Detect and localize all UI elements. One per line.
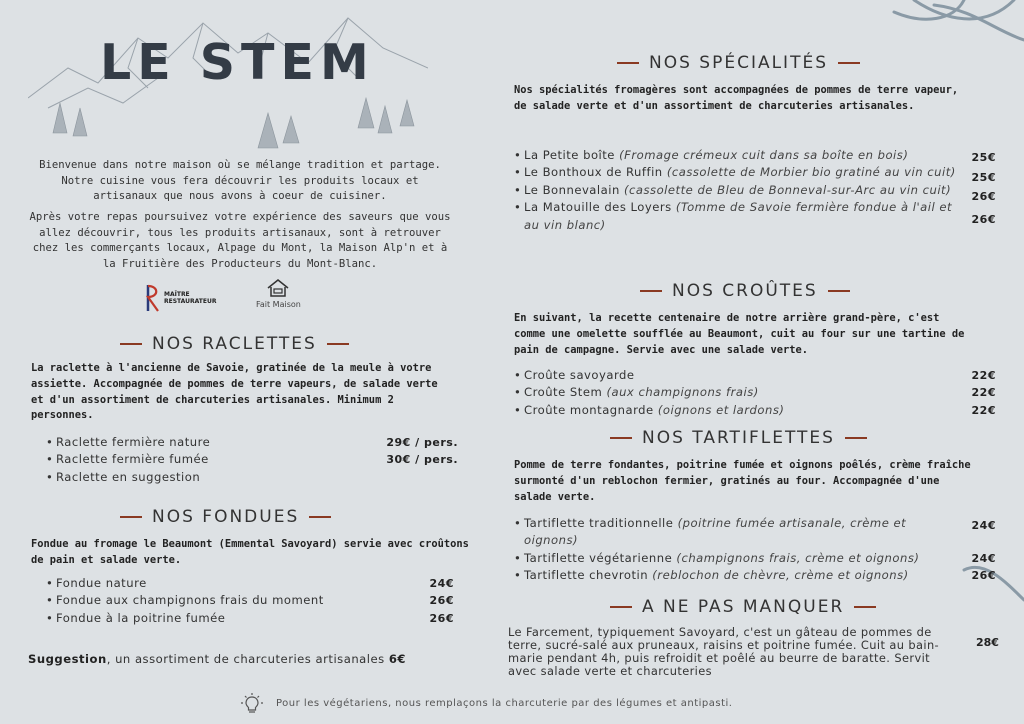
item-description: (cassolette de Bleu de Bonneval-sur-Arc au vin cuit) — [624, 182, 952, 197]
heading-rule — [640, 290, 662, 292]
croutes-list — [514, 367, 996, 419]
item-price: 22€ — [971, 369, 996, 382]
section-title: NOS TARTIFLETTES — [642, 428, 835, 448]
section-title: NOS FONDUES — [152, 507, 300, 527]
menu-item — [46, 610, 454, 627]
house-icon — [266, 278, 290, 298]
item-name: Tartiflette végétarienne — [524, 550, 677, 565]
item-price: 26€ — [429, 611, 454, 625]
heading-rule — [845, 437, 867, 439]
menu-item — [46, 434, 458, 451]
bullet: • — [46, 452, 54, 467]
bullet: • — [514, 368, 522, 382]
intro-producers: Après votre repas poursuivez votre expérience des saveurs que vous allez découvrir, tous les produits artisanaux, sont à retrouver chez les commerçants locaux, Alpage du Mont, la Maison Alp'n et à la Fruitière des Producteurs du Mont-Blanc. — [29, 211, 451, 270]
item-name: Raclette fermière fumée — [56, 452, 209, 467]
section-heading-fondues — [120, 507, 331, 527]
menu-item — [514, 384, 996, 401]
suggestion-price: 6€ — [388, 652, 406, 666]
bullet: • — [514, 402, 522, 417]
item-name: Tartiflette traditionnelle — [524, 516, 678, 530]
bullet: • — [46, 576, 54, 590]
section-heading-tartiflettes — [610, 428, 867, 448]
item-price: 22€ — [971, 386, 996, 400]
item-description: (champignons frais, crème et oignons) — [676, 550, 920, 565]
item-name: Tartiflette chevrotin — [524, 568, 653, 583]
item-name: Croûte Stem — [524, 385, 607, 400]
menu-item — [514, 550, 996, 567]
item-name: Croûte montagnarde — [524, 402, 658, 417]
item-description: (cassolette de Morbier bio gratiné au vin cuit) — [666, 165, 956, 180]
lightbulb-icon — [240, 692, 264, 714]
menu-item — [46, 592, 454, 609]
specialites-list — [514, 147, 996, 234]
bullet: • — [514, 385, 522, 400]
bullet: • — [514, 148, 522, 162]
menu-item — [514, 199, 996, 234]
maitre-restaurateur-logo — [145, 283, 217, 313]
bullet: • — [514, 516, 522, 530]
maitre-restaurateur-icon — [145, 283, 161, 313]
section-title: NOS SPÉCIALITÉS — [649, 53, 828, 73]
item-price: 22€ — [971, 403, 996, 417]
item-description: (poitrine fumée artisanale, crème et oignons) — [524, 516, 907, 548]
section-title: NOS CROÛTES — [672, 281, 818, 301]
farcement-description: Le Farcement, typiquement Savoyard, c'est un gâteau de pommes de terre, sucré-salé aux pruneaux, raisins et poitrine fumée. Cuit au bain-marie pendant 4h, puis refroidit et poêlé au beurre de baratte. Servit avec salade verte et charcuteries — [508, 625, 940, 678]
section-heading-raclettes — [120, 334, 349, 354]
suggestion-text: , un assortiment de charcuteries artisanales — [106, 652, 389, 666]
item-price: 25€ — [971, 171, 996, 185]
raclettes-description: La raclette à l'ancienne de Savoie, gratinée de la meule à votre assiette. Accompagnée de pommes de terre vapeurs, de salade verte et d'un assortiment de charcuteries artisanales. Minimum 2 personnes. — [31, 362, 438, 422]
raclettes-list — [46, 434, 458, 486]
menu-item — [514, 367, 996, 384]
item-name: Raclette en suggestion — [56, 469, 201, 484]
item-name: Le Bonthoux de Ruffin — [524, 165, 667, 180]
item-price: 30€ / pers. — [386, 453, 458, 467]
item-description: (Fromage crémeux cuit dans sa boîte en bois) — [619, 148, 909, 162]
menu-item — [514, 402, 996, 419]
item-name: Fondue aux champignons frais du moment — [56, 593, 324, 608]
item-name: Croûte savoyarde — [524, 368, 635, 382]
item-price: 24€ — [971, 519, 996, 532]
bullet: • — [514, 568, 522, 583]
heading-rule — [610, 437, 632, 439]
tartiflettes-list — [514, 515, 996, 585]
menu-item — [514, 567, 996, 584]
item-description: (reblochon de chèvre, crème et oignons) — [652, 568, 909, 583]
heading-rule — [838, 62, 860, 64]
item-name: La Matouille des Loyers — [524, 200, 676, 215]
section-heading-croutes — [640, 281, 850, 301]
bullet: • — [46, 593, 54, 608]
specialites-description: Nos spécialités fromagères sont accompagnées de pommes de terre vapeur, de salade verte et d'un assortiment de charcuteries artisanales. — [514, 84, 959, 112]
item-price: 29€ / pers. — [386, 436, 458, 449]
item-price: 25€ — [971, 151, 996, 164]
restaurant-title: LE STEM — [100, 34, 375, 91]
vegetarian-note — [240, 692, 732, 714]
menu-item — [514, 182, 996, 203]
heading-rule — [854, 606, 876, 608]
tartiflettes-description: Pomme de terre fondantes, poitrine fumée et oignons poêlés, crème fraîche surmonté d'un reblochon fermier, gratinés au four. Accompagnée d'une salade verte. — [514, 459, 971, 503]
item-name: La Petite boîte — [524, 148, 620, 162]
bullet: • — [46, 469, 54, 484]
section-heading-manquer — [610, 597, 876, 617]
item-name: Fondue nature — [56, 576, 147, 590]
menu-item — [46, 451, 458, 468]
suggestion-line — [28, 652, 406, 666]
bullet: • — [46, 610, 54, 625]
bullet: • — [514, 200, 522, 215]
fait-maison-logo — [256, 278, 301, 309]
fondues-list — [46, 575, 454, 627]
section-title: NOS RACLETTES — [152, 334, 317, 354]
section-heading-specialites — [617, 53, 860, 73]
item-price: 24€ — [971, 551, 996, 565]
menu-item — [514, 515, 996, 550]
bullet: • — [514, 165, 522, 180]
maitre-restaurateur-label: MAÎTRE RESTAURATEUR — [164, 291, 217, 305]
menu-item — [514, 147, 996, 164]
item-price: 26€ — [971, 189, 996, 203]
heading-rule — [828, 290, 850, 292]
vegetarian-note-text: Pour les végétariens, nous remplaçons la charcuterie par des légumes et antipasti. — [276, 697, 733, 709]
fait-maison-label: Fait Maison — [256, 300, 301, 309]
item-price: 26€ — [429, 594, 454, 608]
item-price: 26€ — [971, 569, 996, 583]
bullet: • — [514, 550, 522, 565]
menu-item — [46, 575, 454, 592]
bullet: • — [514, 182, 522, 197]
section-title: A NE PAS MANQUER — [642, 597, 845, 617]
item-name: Fondue à la poitrine fumée — [56, 610, 226, 625]
heading-rule — [617, 62, 639, 64]
item-description: (oignons et lardons) — [657, 402, 785, 417]
item-description: (Tomme de Savoie fermière fondue à l'ail et au vin blanc) — [524, 200, 953, 232]
suggestion-label: Suggestion — [28, 652, 107, 666]
bullet: • — [46, 435, 54, 449]
menu-item — [46, 469, 458, 486]
heading-rule — [309, 516, 331, 518]
fondues-description: Fondue au fromage le Beaumont (Emmental Savoyard) servie avec croûtons de pain et salade verte. — [31, 538, 469, 566]
item-name: Le Bonnevalain — [524, 182, 624, 197]
intro-welcome: Bienvenue dans notre maison où se mélange tradition et partage. Notre cuisine vous fera découvrir les produits locaux et artisanaux que nous avons à coeur de cuisiner. — [39, 159, 441, 203]
item-description: (aux champignons frais) — [606, 385, 759, 400]
heading-rule — [327, 343, 349, 345]
heading-rule — [610, 606, 632, 608]
item-price: 24€ — [429, 577, 454, 590]
farcement-price: 28€ — [976, 636, 999, 649]
heading-rule — [120, 343, 142, 345]
menu-item — [514, 164, 996, 185]
croutes-description: En suivant, la recette centenaire de notre arrière grand-père, c'est comme une omelette soufflée au Beaumont, cuit au four sur une tartine de pain de campagne. Servie avec une salade verte. — [514, 312, 965, 356]
heading-rule — [120, 516, 142, 518]
item-name: Raclette fermière nature — [56, 435, 211, 449]
item-price: 26€ — [971, 213, 996, 227]
